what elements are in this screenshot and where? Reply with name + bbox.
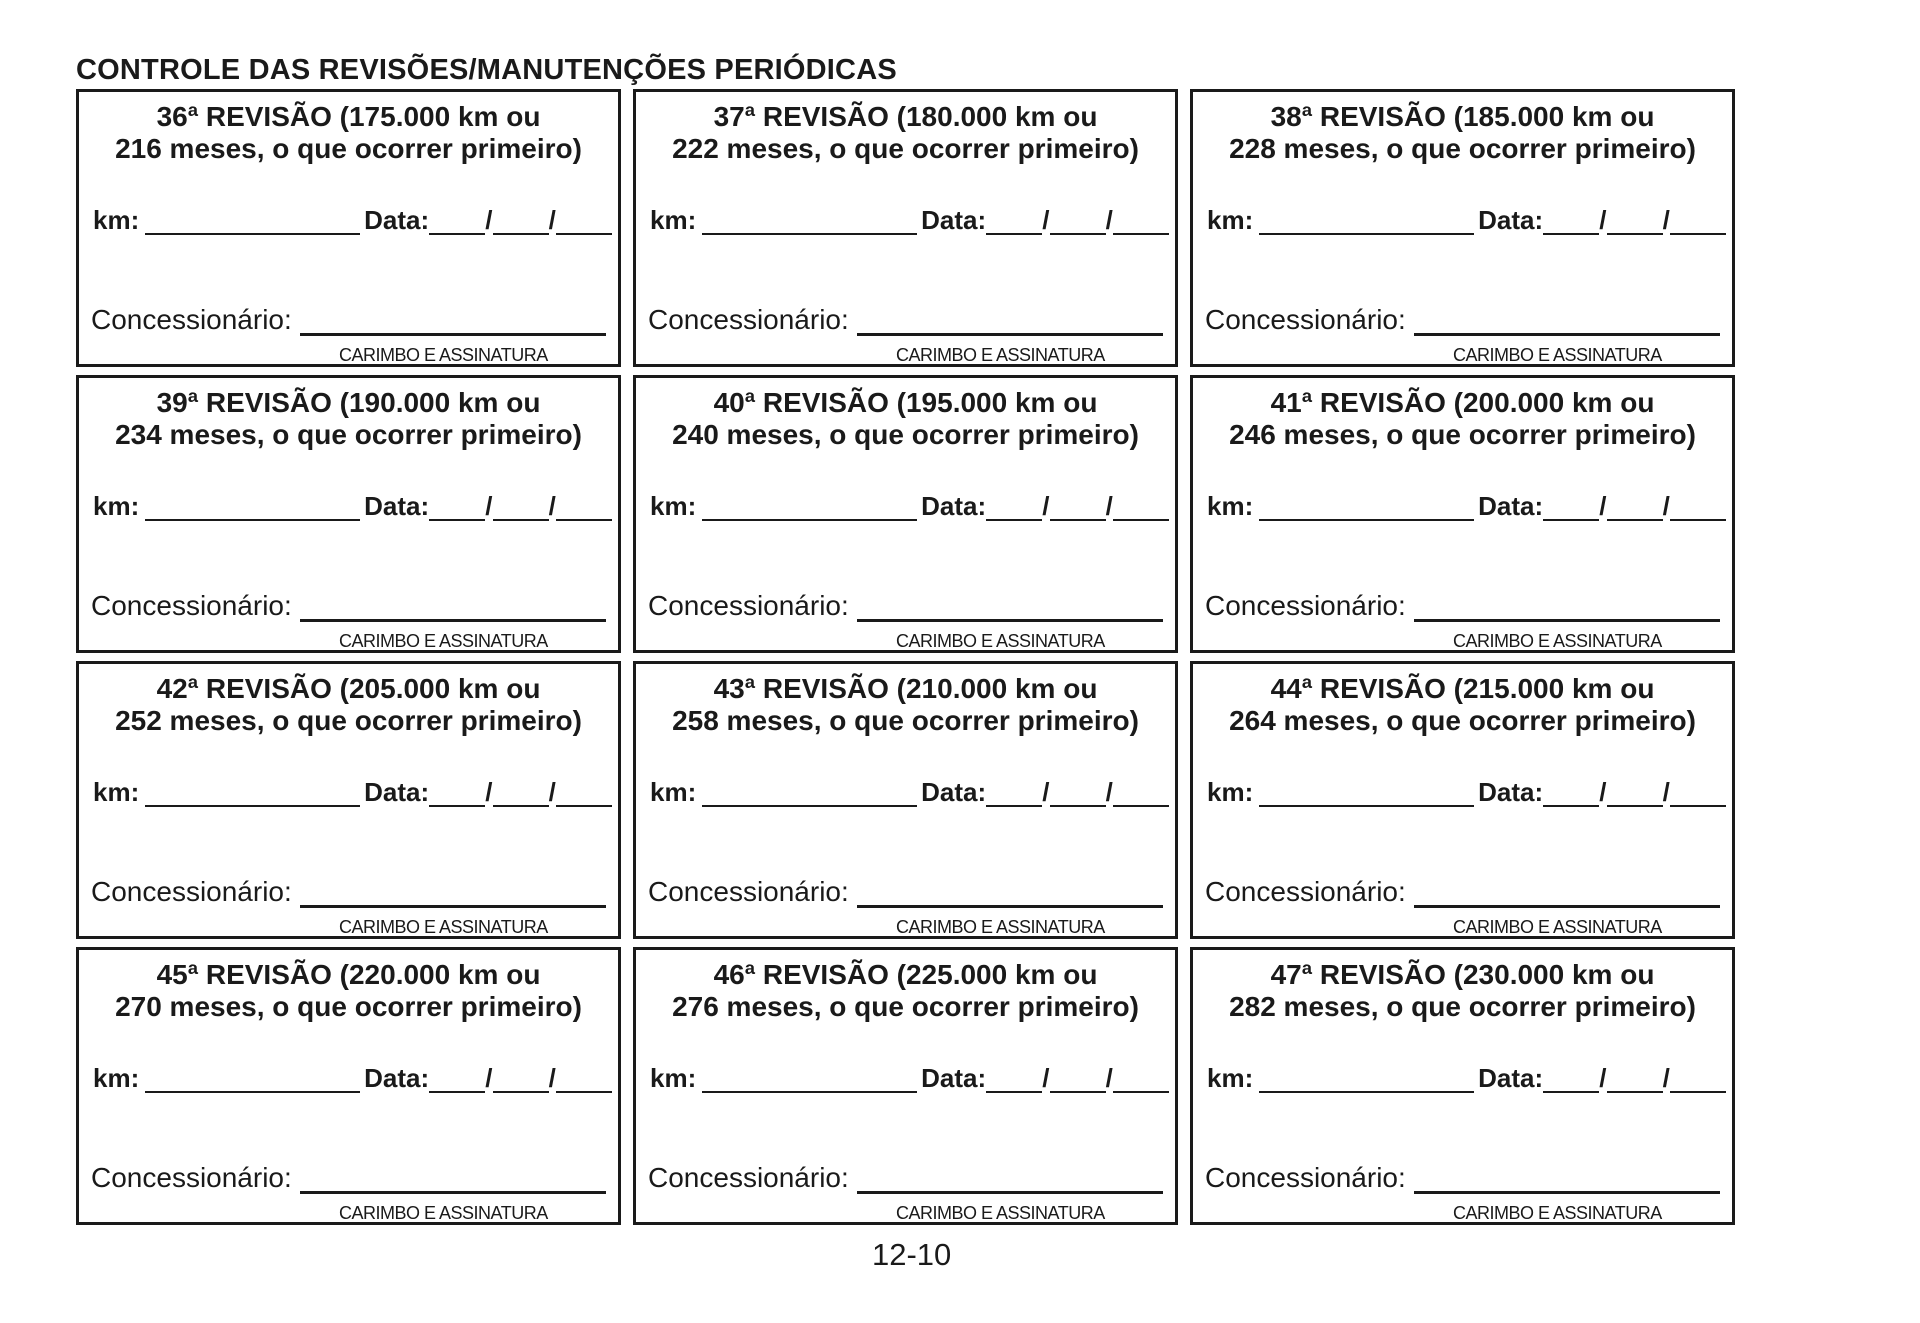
revision-card bbox=[633, 661, 1178, 939]
km-field[interactable] bbox=[145, 1065, 360, 1093]
revision-heading-line2: 246 meses, o que ocorrer primeiro) bbox=[1229, 419, 1696, 450]
revision-heading-line1: 39ª REVISÃO (190.000 km ou bbox=[156, 387, 541, 418]
dealer-label: Concessionário: bbox=[1205, 1162, 1406, 1193]
dealer-signature-field[interactable] bbox=[857, 595, 1163, 622]
date-day-field[interactable] bbox=[429, 207, 485, 235]
stamp-caption: CARIMBO E ASSINATURA bbox=[339, 631, 548, 651]
date-separator: / bbox=[1599, 1063, 1607, 1093]
date-separator: / bbox=[1105, 777, 1113, 807]
date-separator: / bbox=[1105, 1063, 1113, 1093]
stamp-caption: CARIMBO E ASSINATURA bbox=[896, 345, 1105, 365]
revision-heading-line1: 43ª REVISÃO (210.000 km ou bbox=[713, 673, 1098, 704]
dealer-row bbox=[648, 876, 1163, 908]
date-month-field[interactable] bbox=[1050, 493, 1106, 521]
date-day-field[interactable] bbox=[1543, 779, 1599, 807]
dealer-signature-field[interactable] bbox=[857, 1167, 1163, 1194]
dealer-row bbox=[91, 876, 606, 908]
dealer-signature-field[interactable] bbox=[300, 309, 606, 336]
dealer-label: Concessionário: bbox=[648, 876, 849, 907]
stamp-caption: CARIMBO E ASSINATURA bbox=[1453, 345, 1662, 365]
date-day-field[interactable] bbox=[986, 493, 1042, 521]
date-month-field[interactable] bbox=[493, 779, 549, 807]
km-date-row bbox=[650, 491, 1169, 521]
revision-heading bbox=[79, 101, 618, 165]
km-field[interactable] bbox=[1259, 493, 1474, 521]
date-year-field[interactable] bbox=[556, 1065, 612, 1093]
date-year-field[interactable] bbox=[556, 779, 612, 807]
date-day-field[interactable] bbox=[429, 779, 485, 807]
date-label: Data: bbox=[921, 205, 987, 235]
date-separator: / bbox=[1662, 777, 1670, 807]
date-label: Data: bbox=[1478, 777, 1544, 807]
dealer-signature-field[interactable] bbox=[300, 1167, 606, 1194]
dealer-row bbox=[91, 1162, 606, 1194]
revision-heading-line1: 38ª REVISÃO (185.000 km ou bbox=[1270, 101, 1655, 132]
revision-heading-line1: 40ª REVISÃO (195.000 km ou bbox=[713, 387, 1098, 418]
date-label: Data: bbox=[364, 491, 430, 521]
date-separator: / bbox=[1042, 205, 1050, 235]
revision-card bbox=[1190, 947, 1735, 1225]
date-year-field[interactable] bbox=[1670, 493, 1726, 521]
stamp-caption: CARIMBO E ASSINATURA bbox=[896, 631, 1105, 651]
km-field[interactable] bbox=[145, 779, 360, 807]
date-year-field[interactable] bbox=[556, 493, 612, 521]
stamp-caption: CARIMBO E ASSINATURA bbox=[896, 917, 1105, 937]
page-number: 12-10 bbox=[872, 1237, 952, 1272]
date-separator: / bbox=[548, 205, 556, 235]
date-separator: / bbox=[485, 205, 493, 235]
revision-card bbox=[76, 89, 621, 367]
date-month-field[interactable] bbox=[493, 1065, 549, 1093]
date-month-field[interactable] bbox=[493, 207, 549, 235]
dealer-row bbox=[1205, 1162, 1720, 1194]
dealer-row bbox=[1205, 876, 1720, 908]
km-date-row bbox=[1207, 491, 1726, 521]
stamp-caption: CARIMBO E ASSINATURA bbox=[1453, 631, 1662, 651]
revision-heading bbox=[636, 673, 1175, 737]
date-separator: / bbox=[1105, 205, 1113, 235]
dealer-signature-field[interactable] bbox=[1414, 309, 1720, 336]
date-separator: / bbox=[548, 491, 556, 521]
km-field[interactable] bbox=[702, 779, 917, 807]
revision-heading-line1: 36ª REVISÃO (175.000 km ou bbox=[156, 101, 541, 132]
date-year-field[interactable] bbox=[1113, 207, 1169, 235]
date-day-field[interactable] bbox=[986, 1065, 1042, 1093]
revision-heading bbox=[1193, 673, 1732, 737]
date-label: Data: bbox=[1478, 1063, 1544, 1093]
date-separator: / bbox=[1042, 491, 1050, 521]
km-label: km: bbox=[93, 491, 140, 521]
date-separator: / bbox=[1662, 491, 1670, 521]
date-year-field[interactable] bbox=[556, 207, 612, 235]
revision-card bbox=[76, 661, 621, 939]
stamp-caption: CARIMBO E ASSINATURA bbox=[1453, 1203, 1662, 1223]
km-field[interactable] bbox=[1259, 779, 1474, 807]
date-label: Data: bbox=[921, 491, 987, 521]
revision-grid bbox=[76, 89, 1735, 1225]
dealer-label: Concessionário: bbox=[91, 590, 292, 621]
date-day-field[interactable] bbox=[986, 207, 1042, 235]
revision-heading-line1: 46ª REVISÃO (225.000 km ou bbox=[713, 959, 1098, 990]
revision-heading-line2: 216 meses, o que ocorrer primeiro) bbox=[115, 133, 582, 164]
date-separator: / bbox=[1599, 491, 1607, 521]
date-year-field[interactable] bbox=[1113, 1065, 1169, 1093]
date-year-field[interactable] bbox=[1113, 493, 1169, 521]
date-day-field[interactable] bbox=[429, 1065, 485, 1093]
date-separator: / bbox=[1042, 777, 1050, 807]
date-separator: / bbox=[1599, 205, 1607, 235]
km-date-row bbox=[93, 1063, 612, 1093]
revision-card bbox=[1190, 375, 1735, 653]
dealer-label: Concessionário: bbox=[91, 876, 292, 907]
revision-heading-line1: 37ª REVISÃO (180.000 km ou bbox=[713, 101, 1098, 132]
km-field[interactable] bbox=[702, 207, 917, 235]
revision-heading bbox=[1193, 959, 1732, 1023]
dealer-label: Concessionário: bbox=[648, 1162, 849, 1193]
dealer-label: Concessionário: bbox=[91, 1162, 292, 1193]
dealer-row bbox=[648, 1162, 1163, 1194]
stamp-caption: CARIMBO E ASSINATURA bbox=[1453, 917, 1662, 937]
revision-card bbox=[76, 947, 621, 1225]
km-date-row bbox=[650, 1063, 1169, 1093]
date-year-field[interactable] bbox=[1113, 779, 1169, 807]
date-separator: / bbox=[485, 1063, 493, 1093]
revision-heading bbox=[1193, 387, 1732, 451]
revision-heading-line2: 270 meses, o que ocorrer primeiro) bbox=[115, 991, 582, 1022]
km-label: km: bbox=[93, 205, 140, 235]
revision-heading-line2: 264 meses, o que ocorrer primeiro) bbox=[1229, 705, 1696, 736]
km-label: km: bbox=[650, 777, 697, 807]
dealer-label: Concessionário: bbox=[91, 304, 292, 335]
revision-heading bbox=[79, 959, 618, 1023]
date-month-field[interactable] bbox=[493, 493, 549, 521]
dealer-label: Concessionário: bbox=[648, 590, 849, 621]
revision-card bbox=[633, 947, 1178, 1225]
date-separator: / bbox=[1042, 1063, 1050, 1093]
revision-heading-line2: 228 meses, o que ocorrer primeiro) bbox=[1229, 133, 1696, 164]
revision-heading-line2: 276 meses, o que ocorrer primeiro) bbox=[672, 991, 1139, 1022]
dealer-label: Concessionário: bbox=[1205, 876, 1406, 907]
date-month-field[interactable] bbox=[1607, 493, 1663, 521]
km-field[interactable] bbox=[145, 207, 360, 235]
revision-heading bbox=[636, 387, 1175, 451]
km-label: km: bbox=[93, 777, 140, 807]
date-separator: / bbox=[548, 1063, 556, 1093]
date-label: Data: bbox=[1478, 205, 1544, 235]
km-field[interactable] bbox=[1259, 207, 1474, 235]
dealer-signature-field[interactable] bbox=[1414, 595, 1720, 622]
date-label: Data: bbox=[364, 1063, 430, 1093]
date-year-field[interactable] bbox=[1670, 779, 1726, 807]
revision-heading-line1: 42ª REVISÃO (205.000 km ou bbox=[156, 673, 541, 704]
revision-card bbox=[633, 375, 1178, 653]
km-field[interactable] bbox=[702, 493, 917, 521]
page-title: CONTROLE DAS REVISÕES/MANUTENÇÕES PERIÓDICAS bbox=[76, 54, 897, 86]
revision-heading-line2: 234 meses, o que ocorrer primeiro) bbox=[115, 419, 582, 450]
date-label: Data: bbox=[1478, 491, 1544, 521]
revision-card bbox=[633, 89, 1178, 367]
dealer-label: Concessionário: bbox=[648, 304, 849, 335]
revision-heading-line1: 47ª REVISÃO (230.000 km ou bbox=[1270, 959, 1655, 990]
km-label: km: bbox=[650, 205, 697, 235]
date-month-field[interactable] bbox=[1050, 207, 1106, 235]
revision-heading-line1: 41ª REVISÃO (200.000 km ou bbox=[1270, 387, 1655, 418]
dealer-row bbox=[1205, 590, 1720, 622]
dealer-signature-field[interactable] bbox=[857, 881, 1163, 908]
km-field[interactable] bbox=[145, 493, 360, 521]
revision-heading-line2: 222 meses, o que ocorrer primeiro) bbox=[672, 133, 1139, 164]
dealer-signature-field[interactable] bbox=[300, 595, 606, 622]
km-date-row bbox=[93, 205, 612, 235]
dealer-label: Concessionário: bbox=[1205, 590, 1406, 621]
date-month-field[interactable] bbox=[1607, 779, 1663, 807]
date-label: Data: bbox=[921, 1063, 987, 1093]
revision-heading bbox=[636, 959, 1175, 1023]
km-date-row bbox=[93, 777, 612, 807]
date-separator: / bbox=[1599, 777, 1607, 807]
revision-heading bbox=[1193, 101, 1732, 165]
km-label: km: bbox=[1207, 777, 1254, 807]
date-separator: / bbox=[1105, 491, 1113, 521]
revision-card bbox=[1190, 89, 1735, 367]
date-month-field[interactable] bbox=[1050, 1065, 1106, 1093]
km-label: km: bbox=[1207, 491, 1254, 521]
date-month-field[interactable] bbox=[1607, 207, 1663, 235]
km-date-row bbox=[1207, 777, 1726, 807]
dealer-signature-field[interactable] bbox=[1414, 881, 1720, 908]
stamp-caption: CARIMBO E ASSINATURA bbox=[896, 1203, 1105, 1223]
date-separator: / bbox=[1662, 1063, 1670, 1093]
km-date-row bbox=[1207, 1063, 1726, 1093]
date-year-field[interactable] bbox=[1670, 1065, 1726, 1093]
revision-heading bbox=[79, 673, 618, 737]
stamp-caption: CARIMBO E ASSINATURA bbox=[339, 917, 548, 937]
revision-heading-line2: 252 meses, o que ocorrer primeiro) bbox=[115, 705, 582, 736]
date-day-field[interactable] bbox=[1543, 493, 1599, 521]
date-day-field[interactable] bbox=[986, 779, 1042, 807]
revision-heading-line1: 44ª REVISÃO (215.000 km ou bbox=[1270, 673, 1655, 704]
dealer-row bbox=[1205, 304, 1720, 336]
date-label: Data: bbox=[921, 777, 987, 807]
km-label: km: bbox=[650, 1063, 697, 1093]
revision-card bbox=[76, 375, 621, 653]
date-label: Data: bbox=[364, 205, 430, 235]
date-label: Data: bbox=[364, 777, 430, 807]
km-label: km: bbox=[1207, 205, 1254, 235]
km-label: km: bbox=[93, 1063, 140, 1093]
date-day-field[interactable] bbox=[1543, 1065, 1599, 1093]
dealer-row bbox=[91, 590, 606, 622]
date-month-field[interactable] bbox=[1607, 1065, 1663, 1093]
revision-heading-line1: 45ª REVISÃO (220.000 km ou bbox=[156, 959, 541, 990]
date-separator: / bbox=[485, 491, 493, 521]
revision-heading-line2: 282 meses, o que ocorrer primeiro) bbox=[1229, 991, 1696, 1022]
revision-heading bbox=[636, 101, 1175, 165]
km-label: km: bbox=[650, 491, 697, 521]
dealer-row bbox=[91, 304, 606, 336]
dealer-signature-field[interactable] bbox=[300, 881, 606, 908]
date-day-field[interactable] bbox=[1543, 207, 1599, 235]
date-year-field[interactable] bbox=[1670, 207, 1726, 235]
dealer-signature-field[interactable] bbox=[857, 309, 1163, 336]
date-day-field[interactable] bbox=[429, 493, 485, 521]
dealer-row bbox=[648, 590, 1163, 622]
km-date-row bbox=[93, 491, 612, 521]
km-date-row bbox=[650, 777, 1169, 807]
revision-heading-line2: 258 meses, o que ocorrer primeiro) bbox=[672, 705, 1139, 736]
date-month-field[interactable] bbox=[1050, 779, 1106, 807]
revision-heading-line2: 240 meses, o que ocorrer primeiro) bbox=[672, 419, 1139, 450]
km-label: km: bbox=[1207, 1063, 1254, 1093]
km-date-row bbox=[1207, 205, 1726, 235]
stamp-caption: CARIMBO E ASSINATURA bbox=[339, 1203, 548, 1223]
revision-heading bbox=[79, 387, 618, 451]
km-date-row bbox=[650, 205, 1169, 235]
km-field[interactable] bbox=[702, 1065, 917, 1093]
km-field[interactable] bbox=[1259, 1065, 1474, 1093]
date-separator: / bbox=[485, 777, 493, 807]
stamp-caption: CARIMBO E ASSINATURA bbox=[339, 345, 548, 365]
dealer-label: Concessionário: bbox=[1205, 304, 1406, 335]
date-separator: / bbox=[548, 777, 556, 807]
date-separator: / bbox=[1662, 205, 1670, 235]
dealer-row bbox=[648, 304, 1163, 336]
revision-card bbox=[1190, 661, 1735, 939]
dealer-signature-field[interactable] bbox=[1414, 1167, 1720, 1194]
